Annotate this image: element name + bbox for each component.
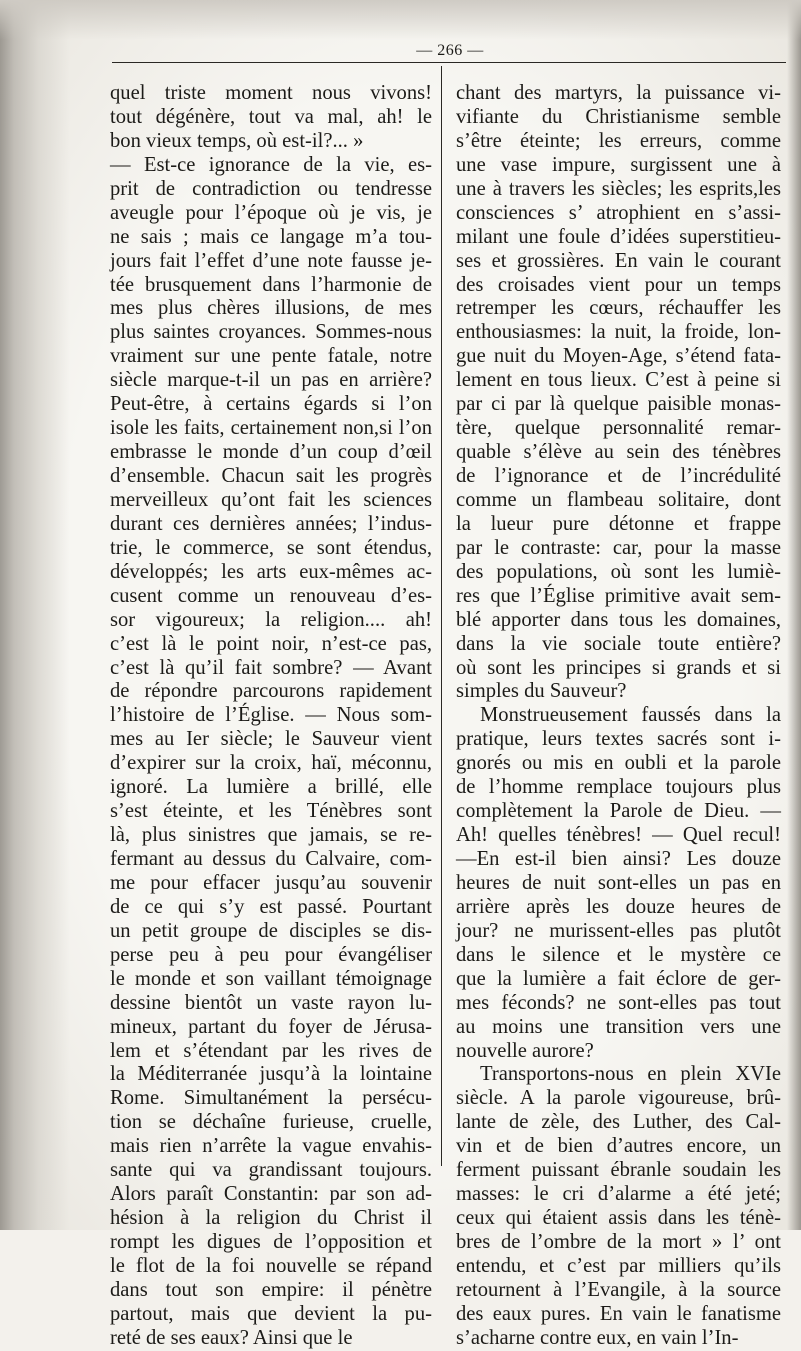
- text-line: enthousiasmes: la nuit, la froide, lon-: [456, 321, 781, 344]
- text-line: consciences s’ atrophient en s’assi-: [456, 201, 781, 224]
- text-line: siècle. A la parole vigoureuse, brû-: [456, 1087, 781, 1110]
- text-line: la Méditerranée jusqu’à la lointaine: [110, 1063, 432, 1086]
- text-line: nouvelle aurore?: [456, 1039, 594, 1062]
- left-column: [110, 82, 432, 1351]
- text-line: mes au Ier siècle; le Sauveur vient: [110, 728, 432, 751]
- text-line: Alors paraît Constantin: par son ad-: [110, 1183, 432, 1206]
- text-line: —En est-il bien ainsi? Les douze: [456, 848, 781, 870]
- scan-shadow-top: [0, 0, 801, 40]
- text-line: quel triste moment nous vivons!: [110, 82, 432, 104]
- text-line: développés; les arts eux-mêmes ac-: [110, 560, 432, 583]
- text-line: ignoré. La lumière a brillé, elle: [110, 776, 432, 799]
- text-line: retremper les cœurs, réchauffer les: [456, 297, 781, 320]
- page-number: — 266 —: [416, 42, 484, 59]
- text-line: sor vigoureux; la religion.... ah!: [110, 608, 432, 631]
- text-line: des croisades vient pour un temps: [456, 273, 781, 296]
- text-line: jours fait l’effet d’une note fausse je-: [110, 249, 432, 272]
- text-line: ne sais ; mais ce langage m’a tou-: [110, 225, 432, 248]
- text-line: Ah! quelles ténèbres! — Quel recul!: [456, 824, 781, 847]
- text-line: aveugle pour l’époque où je vis, je: [110, 201, 432, 224]
- text-line: arrière après les douze heures de: [456, 895, 781, 918]
- text-line: gue nuit du Moyen-Age, s’étend fata-: [456, 345, 781, 368]
- text-line: s’être éteinte; les erreurs, comme: [456, 129, 781, 152]
- text-line: plus saintes croyances. Sommes-nous: [110, 321, 432, 344]
- text-line: là, plus sinistres que jamais, se re-: [110, 824, 432, 847]
- text-line: lem et s’étendant par les rives de: [110, 1039, 432, 1062]
- text-line: siècle marque-t-il un pas en arrière?: [110, 369, 432, 392]
- text-line: d’expirer sur la croix, haï, méconnu,: [110, 752, 432, 775]
- text-line: masses: le cri d’alarme a été jeté;: [456, 1183, 781, 1206]
- text-line: vraiment sur une pente fatale, notre: [110, 345, 432, 368]
- text-line: c’est là le point noir, n’est-ce pas,: [110, 632, 432, 655]
- text-line: c’est là qu’il fait sombre? — Avant: [110, 656, 432, 679]
- text-line: quable s’élève au sein des ténèbres: [456, 441, 781, 464]
- text-line: un petit groupe de disciples se dis-: [110, 919, 432, 942]
- text-line: rompt les digues de l’opposition et: [110, 1231, 432, 1253]
- text-line: entendu, et c’est par milliers qu’ils: [456, 1254, 781, 1277]
- text-line: par le contraste: car, pour la masse: [456, 536, 781, 559]
- text-line: isole les faits, certainement non,si l’on: [110, 417, 432, 440]
- text-line: l’histoire de l’Église. — Nous som-: [110, 704, 432, 727]
- text-line: tée brusquement dans l’harmonie de: [110, 273, 432, 296]
- text-line: Transportons-nous en plein XVIe: [480, 1063, 781, 1086]
- text-line: — Est-ce ignorance de la vie, es-: [110, 153, 432, 176]
- text-line: pratique, leurs textes sacrés sont i-: [456, 728, 781, 751]
- text-line: où sont les principes si grands et si: [456, 656, 781, 679]
- scan-shadow-left: [0, 0, 70, 1230]
- text-line: embrasse le monde d’un coup d’œil: [110, 441, 432, 464]
- text-line: tion se déchaîne furieuse, cruelle,: [110, 1111, 432, 1134]
- text-line: au moins une transition vers une: [456, 1015, 781, 1038]
- text-line: merveilleux qu’ont fait les sciences: [110, 488, 432, 511]
- text-line: d’ensemble. Chacun sait les progrès: [110, 465, 432, 487]
- text-line: milant une foule d’idées superstitieu-: [456, 225, 781, 248]
- text-line: vifiante du Christianisme semble: [456, 105, 781, 128]
- text-line: lante de zèle, des Luther, des Cal-: [456, 1111, 781, 1134]
- text-line: heures de nuit sont-elles un pas en: [456, 871, 781, 894]
- text-line: de répondre parcourons rapidement: [110, 680, 432, 703]
- text-line: retournent à l’Evangile, à la source: [456, 1278, 781, 1301]
- text-line: de ce qui s’y est passé. Pourtant: [110, 895, 432, 918]
- text-line: ceux qui étaient assis dans les ténè-: [456, 1207, 781, 1230]
- text-line: le flot de la foi nouvelle se répand: [110, 1254, 432, 1277]
- text-line: dans la vie sociale toute entière?: [456, 632, 781, 655]
- text-line: simples du Sauveur?: [456, 680, 627, 703]
- text-line: une à travers les siècles; les esprits,les: [456, 177, 781, 200]
- text-line: trie, le commerce, se sont étendus,: [110, 536, 432, 559]
- text-line: que la lumière a fait éclore de ger-: [456, 967, 781, 990]
- header-rule: [112, 62, 786, 63]
- right-column: [456, 82, 781, 1351]
- column-divider: [441, 66, 442, 1166]
- text-line: partout, mais que devient la pu-: [110, 1302, 432, 1325]
- text-line: res que l’Église primitive avait sem-: [456, 584, 781, 607]
- text-line: comme un flambeau solitaire, dont: [456, 488, 781, 511]
- text-line: la lueur pure détonne et frappe: [456, 512, 781, 535]
- text-line: des populations, où sont les lumiè-: [456, 560, 781, 583]
- text-line: dans le silence et le mystère ce: [456, 943, 781, 966]
- text-line: mais rien n’arrête la vague envahis-: [110, 1135, 432, 1158]
- text-line: chant des martyrs, la puissance vi-: [456, 82, 781, 104]
- text-line: ferment puissant ébranle soudain les: [456, 1159, 781, 1182]
- text-line: jour? ne murissent-elles pas plutôt: [456, 919, 781, 942]
- text-line: ses et grossières. En vain le courant: [456, 249, 781, 272]
- text-line: de l’homme remplace toujours plus: [456, 776, 781, 799]
- text-line: lement en tous lieux. C’est à peine si: [456, 369, 781, 392]
- text-line: gnorés ou mis en oubli et la parole: [456, 752, 781, 775]
- text-line: perse peu à peu pour évangéliser: [110, 943, 432, 966]
- text-line: de l’ignorance et de l’incrédulité: [456, 465, 781, 487]
- text-line: dans tout son empire: il pénètre: [110, 1278, 432, 1301]
- text-line: des eaux pures. En vain le fanatisme: [456, 1302, 781, 1325]
- text-line: prit de contradiction ou tendresse: [110, 177, 432, 200]
- text-line: tout dégénère, tout va mal, ah! le: [110, 105, 432, 128]
- text-line: s’acharne contre eux, en vain l’In-: [456, 1326, 739, 1349]
- text-line: bon vieux temps, où est-il?... »: [110, 129, 364, 152]
- text-line: mes plus chères illusions, de mes: [110, 297, 432, 320]
- text-line: mineux, partant du foyer de Jérusa-: [110, 1015, 432, 1038]
- text-line: par ci par là quelque paisible monas-: [456, 393, 781, 416]
- text-line: s’est éteinte, et les Ténèbres sont: [110, 800, 432, 823]
- text-line: reté de ses eaux? Ainsi que le: [110, 1326, 353, 1349]
- text-line: mes féconds? ne sont-elles pas tout: [456, 991, 781, 1014]
- text-line: sante qui va grandissant toujours.: [110, 1159, 432, 1182]
- text-line: une vase impure, surgissent une à: [456, 153, 781, 176]
- text-line: complètement la Parole de Dieu. —: [456, 800, 781, 823]
- text-line: le monde et son vaillant témoignage: [110, 967, 432, 990]
- scan-shadow-right: [787, 0, 801, 1230]
- text-line: Rome. Simultanément la persécu-: [110, 1087, 432, 1110]
- text-line: dessine bientôt un vaste rayon lu-: [110, 991, 432, 1014]
- text-line: Peut-être, à certains égards si l’on: [110, 393, 432, 416]
- text-line: vin et de bien d’autres encore, un: [456, 1135, 781, 1158]
- text-line: tère, quelque personnalité remar-: [456, 417, 781, 440]
- text-line: me pour effacer jusqu’au souvenir: [110, 871, 432, 894]
- text-line: durant ces dernières années; l’indus-: [110, 512, 432, 535]
- text-line: blé apporter dans tous les domaines,: [456, 608, 781, 631]
- text-line: Monstrueusement faussés dans la: [480, 704, 781, 727]
- text-line: fermant au dessus du Calvaire, com-: [110, 848, 432, 870]
- text-line: hésion à la religion du Christ il: [110, 1207, 432, 1230]
- text-line: cusent comme un renouveau d’es-: [110, 584, 432, 607]
- text-line: bres de l’ombre de la mort » l’ ont: [456, 1231, 781, 1253]
